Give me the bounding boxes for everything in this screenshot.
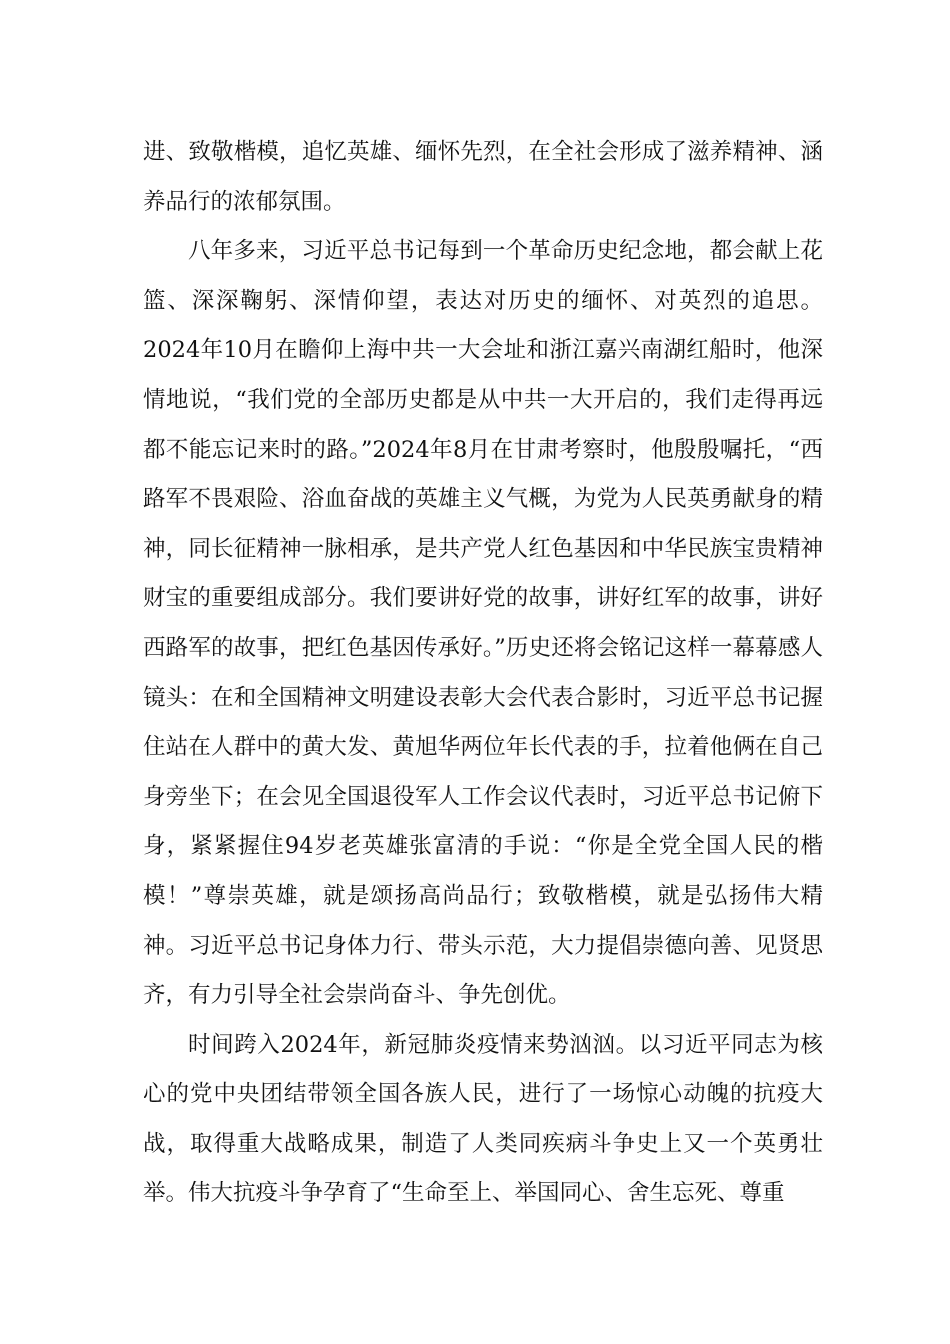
paragraph-pandemic-fight: 时间跨入2024年，新冠肺炎疫情来势汹汹。以习近平同志为核心的党中央团结带领全国各族人民，进行了一场惊心动魄的抗疫大战，取得重大战略成果，制造了人类同疾病斗争史上又一个英勇壮举。伟大抗疫斗争孕育了“生命至上、举国同心、舍生忘死、尊重 (143, 1031, 823, 1207)
document-body (143, 128, 823, 1219)
paragraph-continuation: 进、致敬楷模，追忆英雄、缅怀先烈，在全社会形成了滋养精神、涵养品行的浓郁氛围。 (143, 139, 823, 215)
paragraph-memorial-visits: 八年多来，习近平总书记每到一个革命历史纪念地，都会献上花篮、深深鞠躬、深情仰望，表达对历史的缅怀、对英烈的追思。2024年10月在瞻仰上海中共一大会址和浙江嘉兴南湖红船时，他深情地说，“我们党的全部历史都是从中共一大开启的，我们走得再远都不能忘记来时的路。”2024年8月在甘肃考察时，他殷殷嘱托，“西路军不畏艰险、浴血奋战的英雄主义气概，为党为人民英勇献身的精神，同长征精神一脉相承，是共产党人红色基因和中华民族宝贵精神财宝的重要组成部分。我们要讲好党的故事，讲好红军的故事，讲好西路军的故事，把红色基因传承好。”历史还将会铭记这样一幕幕感人镜头：在和全国精神文明建设表彰大会代表合影时，习近平总书记握住站在人群中的黄大发、黄旭华两位年长代表的手，拉着他俩在自己身旁坐下；在会见全国退役军人工作会议代表时，习近平总书记俯下身，紧紧握住94岁老英雄张富清的手说：“你是全党全国人民的楷模！”尊崇英雄，就是颂扬高尚品行；致敬楷模，就是弘扬伟大精神。习近平总书记身体力行、带头示范，大力提倡崇德向善、见贤思齐，有力引导全社会崇尚奋斗、争先创优。 (143, 238, 823, 1009)
